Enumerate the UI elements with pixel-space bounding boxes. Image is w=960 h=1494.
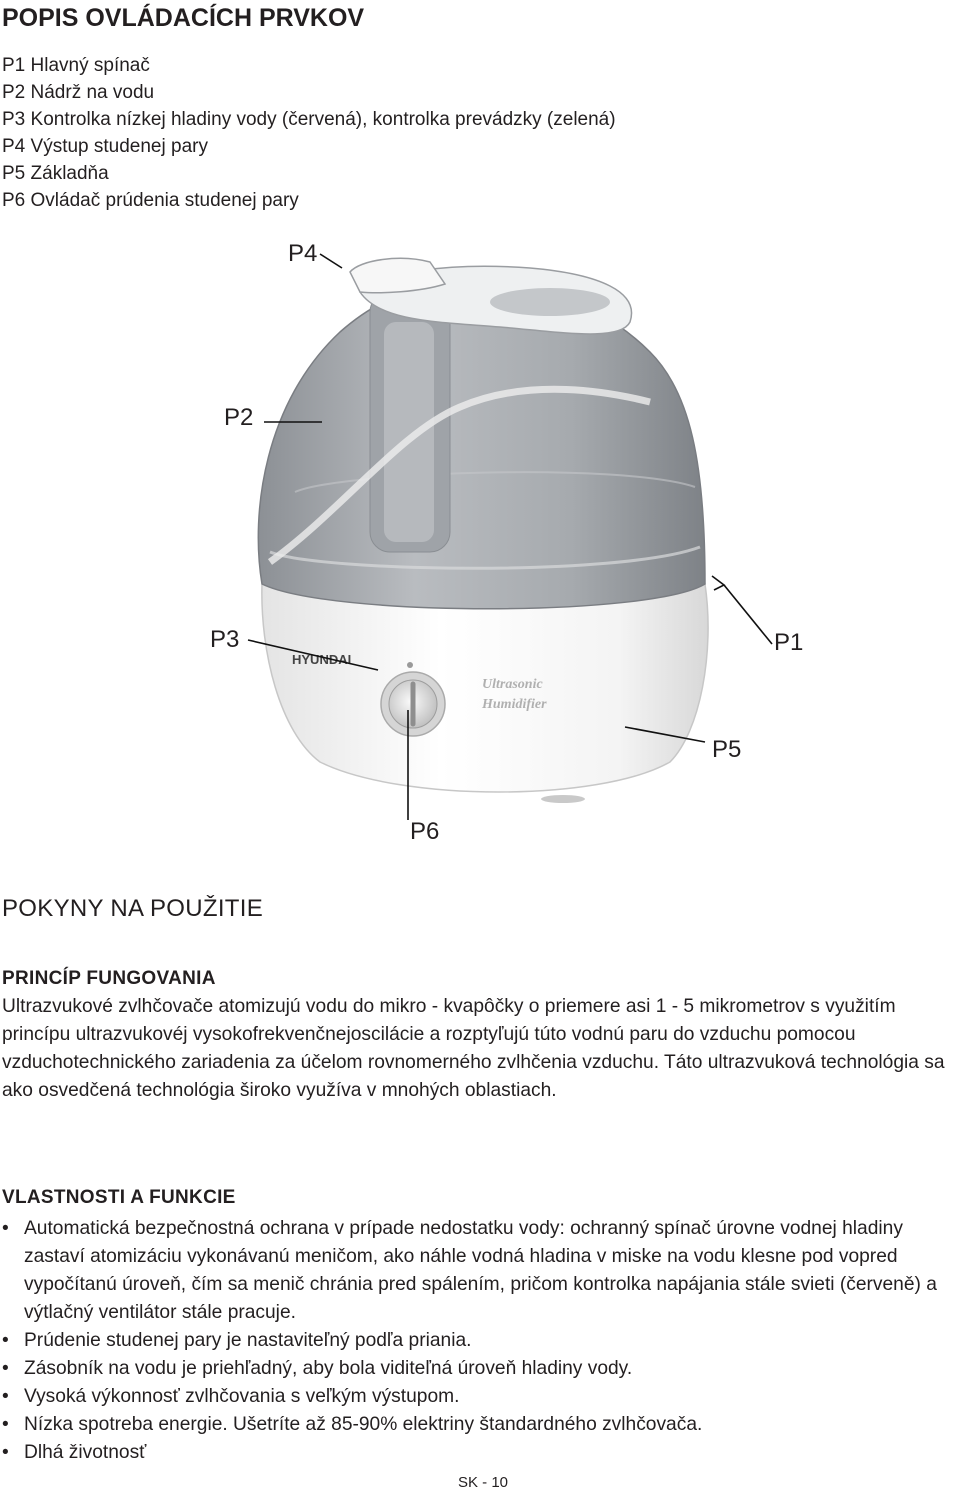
control-item-p6: P6 Ovládač prúdenia studenej pary (2, 190, 299, 211)
feature-item (2, 1215, 958, 1327)
brand-logo: HYUNDAI (292, 652, 352, 667)
usage-heading: POKYNY NA POUŽITIE (2, 895, 264, 922)
features-heading: VLASTNOSTI A FUNKCIE (2, 1187, 236, 1208)
bullet: • (2, 1330, 9, 1351)
feature-text: Dlhá životnosť (24, 1442, 147, 1463)
humidifier-figure (200, 232, 804, 852)
feature-text: Prúdenie studenej pary je nastaviteľný podľa priania. (24, 1330, 472, 1351)
principle-heading: PRINCÍP FUNGOVANIA (2, 968, 216, 989)
arrowhead-p1 (712, 576, 724, 590)
feature-text: Automatická bezpečnostná ochrana v prípade nedostatku vody: ochranný spínač úrovne vodnej hladiny zastaví atomizáciu vykonávanú meničom, ako náhle vodná hladina v miske na vodu klesne pod vopred vypočítanú úroveň, čím sa menič chránia pred spálením, pričom kontrolka napájania stále svieti (červeně) a výtlačný ventilátor stále pracuje. (24, 1218, 937, 1323)
indicator-light (407, 662, 413, 668)
callout-p1: P1 (774, 629, 804, 656)
bullet: • (2, 1358, 9, 1379)
feature-text: Vysoká výkonnosť zvlhčovania s veľkým výstupom. (24, 1386, 460, 1407)
features-list (2, 1215, 958, 1467)
callout-p6: P6 (410, 818, 440, 845)
base-foot (541, 795, 585, 803)
feature-text: Zásobník na vodu je priehľadný, aby bola viditeľná úroveň hladiny vody. (24, 1358, 633, 1379)
control-item-p2: P2 Nádrž na vodu (2, 82, 155, 103)
control-item-p4: P4 Výstup studenej pary (2, 136, 208, 157)
mist-nozzle (350, 258, 445, 292)
bullet: • (2, 1442, 9, 1463)
control-item-p1: P1 Hlavný spínač (2, 55, 150, 76)
control-item-p5: P5 Základňa (2, 163, 109, 184)
callout-p2: P2 (224, 404, 254, 431)
controls-list (2, 52, 616, 214)
leader-p4 (320, 254, 342, 268)
humidifier-illustration (200, 232, 800, 852)
feature-item (2, 1439, 958, 1467)
principle-text: Ultrazvukové zvlhčovače atomizujú vodu do mikro - kvapôčky o priemere asi 1 - 5 mikrometrov s využitím princípu ultrazvukovéj vysokofrekvenčnejoscilácie a rozptyľujú túto vodnú paru do vzduchu pomocou vzduchotechnického zariadenia za účelom rovnomerného zvlhčenia vzduchu. Táto ultrazvuková technológia sa ako osvedčená technológia široko využíva v mnohých oblastiach. (2, 996, 945, 1101)
bullet: • (2, 1386, 9, 1407)
product-label-line2: Humidifier (482, 697, 547, 712)
mist-control-knob (381, 672, 445, 736)
product-label-line1: Ultrasonic (482, 677, 543, 692)
bullet: • (2, 1414, 9, 1435)
page-title: POPIS OVLÁDACÍCH PRVKOV (2, 4, 365, 32)
feature-item (2, 1327, 958, 1355)
feature-item (2, 1411, 958, 1439)
feature-item (2, 1383, 958, 1411)
leader-p1 (724, 585, 772, 644)
page-number: SK - 10 (458, 1474, 509, 1491)
callout-p4: P4 (288, 240, 318, 267)
callout-p5: P5 (712, 736, 742, 763)
callout-p3: P3 (210, 626, 240, 653)
feature-item (2, 1355, 958, 1383)
bullet: • (2, 1218, 9, 1239)
feature-text: Nízka spotreba energie. Ušetríte až 85-90% elektriny štandardného zvlhčovača. (24, 1414, 703, 1435)
control-item-p3: P3 Kontrolka nízkej hladiny vody (červená), kontrolka prevádzky (zelená) (2, 109, 616, 130)
